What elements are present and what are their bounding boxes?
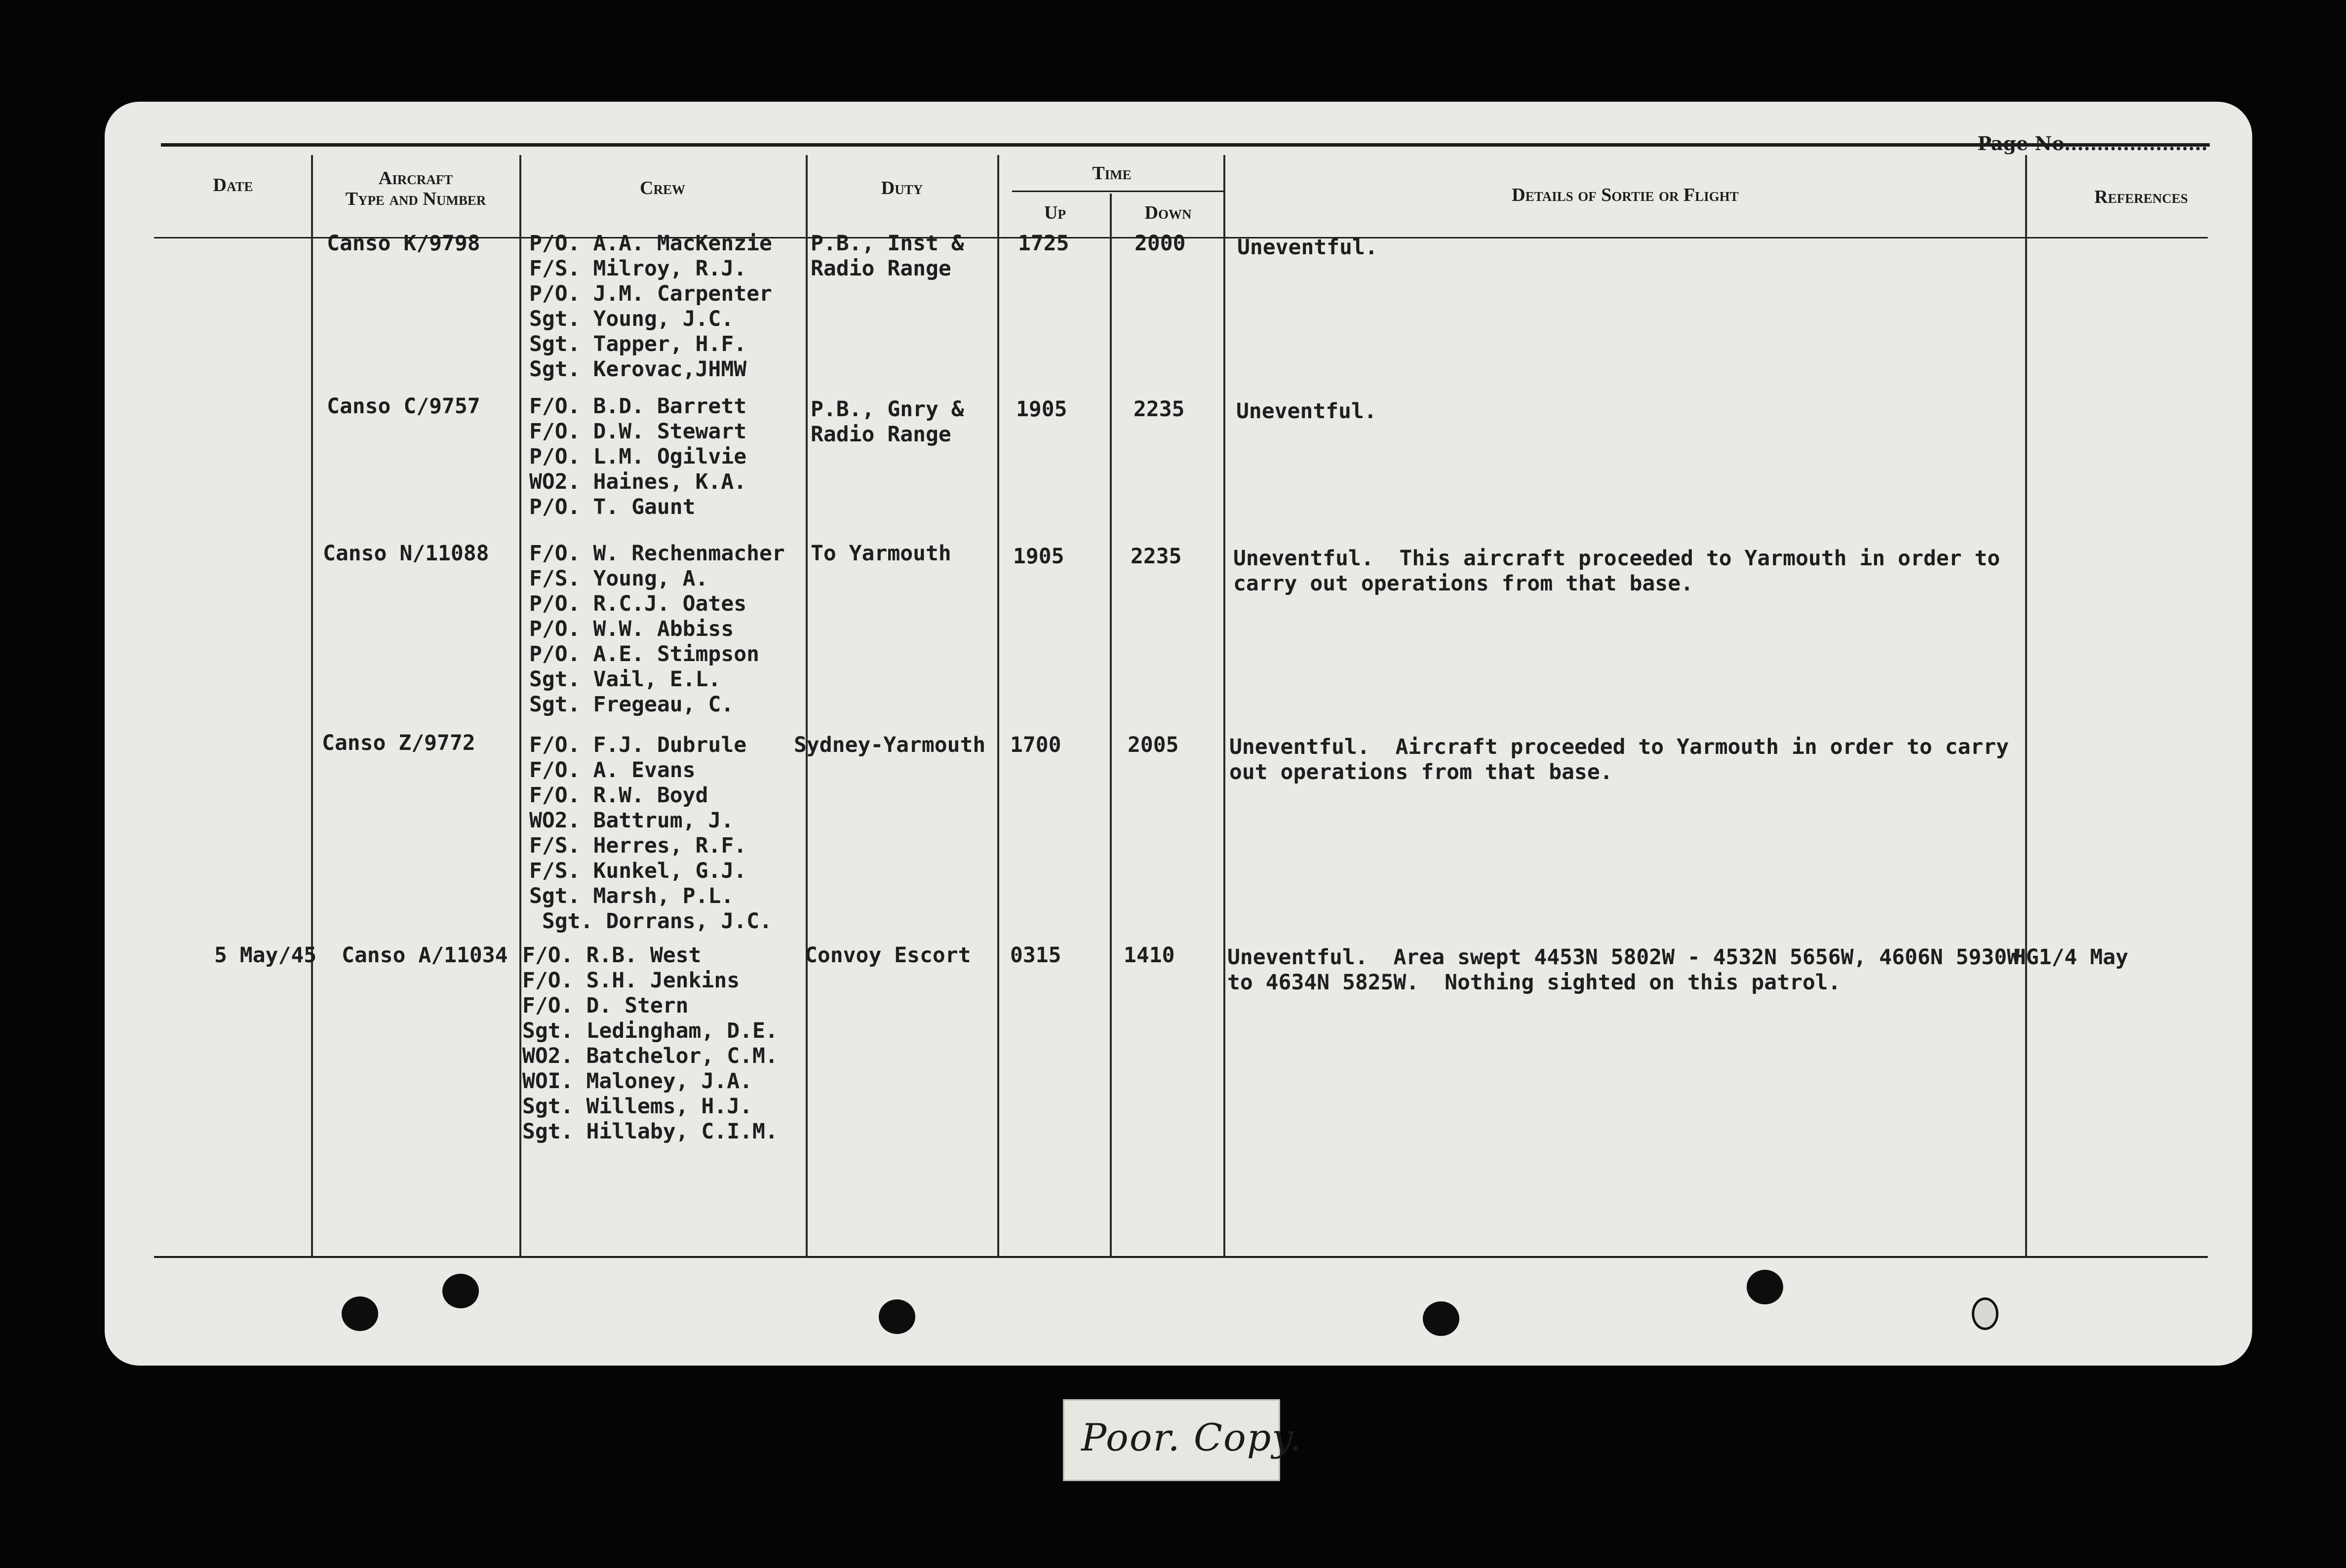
row1-details: Uneventful. <box>1237 235 1378 260</box>
punch-hole <box>442 1274 479 1308</box>
punch-hole <box>879 1299 915 1334</box>
header-aircraft-line2: Type and Number <box>345 189 486 209</box>
column-divider-details <box>2025 155 2027 1257</box>
row5-down: 1410 <box>1124 943 1175 968</box>
row3-crew: F/O. W. Rechenmacher F/S. Young, A. P/O. R.C.J. Oates P/O. W.W. Abbiss P/O. A.E. Stimpson Sgt. Vail, E.L. Sgt. Fregeau, C. <box>529 541 785 717</box>
column-divider-aircraft <box>519 155 521 1257</box>
header-crew: Crew <box>640 178 685 198</box>
column-divider-duty <box>997 155 999 1257</box>
row5-aircraft: Canso A/11034 <box>342 943 508 968</box>
column-divider-crew <box>806 155 808 1257</box>
row4-down: 2005 <box>1128 733 1179 757</box>
poor-copy-stamp <box>1063 1399 1302 1481</box>
header-time-down: Down <box>1144 202 1192 223</box>
header-aircraft-line1: Aircraft <box>378 168 453 189</box>
row4-crew: F/O. F.J. Dubrule F/O. A. Evans F/O. R.W. Boyd WO2. Battrum, J. F/S. Herres, R.F. F/S. Kunkel, G.J. Sgt. Marsh, P.L. Sgt. Dorrans, J.C. <box>529 733 772 934</box>
row3-aircraft: Canso N/11088 <box>323 541 489 566</box>
column-divider-time <box>1223 155 1225 1257</box>
row2-aircraft: Canso C/9757 <box>327 394 480 419</box>
punch-hole <box>1747 1270 1783 1304</box>
row3-down: 2235 <box>1131 544 1182 569</box>
bottom-rule <box>154 1256 2208 1258</box>
row5-date: 5 May/45 <box>214 943 317 968</box>
row5-references: HG1/4 May <box>2013 945 2128 970</box>
column-divider-up <box>1110 194 1112 1257</box>
top-rule <box>161 143 2210 147</box>
row5-up: 0315 <box>1010 943 1061 968</box>
row1-crew: P/O. A.A. MacKenzie F/S. Milroy, R.J. P/O. J.M. Carpenter Sgt. Young, J.C. Sgt. Tapper, H.F. Sgt. Kerovac,JHMW <box>529 231 772 382</box>
row1-duty: P.B., Inst & Radio Range <box>811 231 964 281</box>
punch-hole <box>342 1296 378 1331</box>
header-time-up: Up <box>1044 202 1066 223</box>
header-date: Date <box>213 175 253 196</box>
row1-aircraft: Canso K/9798 <box>327 231 480 256</box>
row2-crew: F/O. B.D. Barrett F/O. D.W. Stewart P/O. L.M. Ogilvie WO2. Haines, K.A. P/O. T. Gaunt <box>529 394 747 519</box>
row4-details: Uneventful. Aircraft proceeded to Yarmouth in order to carry out operations from that base. <box>1229 735 2009 784</box>
punch-hole <box>1423 1301 1459 1336</box>
row3-details: Uneventful. This aircraft proceeded to Yarmouth in order to carry out operations from that base. <box>1233 546 2000 596</box>
row2-details: Uneventful. <box>1236 399 1377 424</box>
header-duty: Duty <box>881 178 923 198</box>
poor-copy-stamp-text: Poor. Copy. <box>1081 1415 1302 1459</box>
header-details: Details of Sortie or Flight <box>1512 185 1739 205</box>
row5-crew: F/O. R.B. West F/O. S.H. Jenkins F/O. D. Stern Sgt. Ledingham, D.E. WO2. Batchelor, C.M. WOI. Maloney, J.A. Sgt. Willems, H.J. Sgt. Hillaby, C.I.M. <box>522 943 778 1144</box>
row1-up: 1725 <box>1018 231 1069 256</box>
column-divider-date <box>311 155 313 1257</box>
row5-duty: Convoy Escort <box>805 943 971 968</box>
row4-up: 1700 <box>1010 733 1061 757</box>
header-references: References <box>2094 187 2188 207</box>
header-time: Time <box>1092 163 1132 184</box>
row3-duty: To Yarmouth <box>811 541 951 566</box>
time-split-rule <box>1012 191 1225 192</box>
row1-down: 2000 <box>1134 231 1186 256</box>
record-card <box>105 102 2252 1366</box>
row2-down: 2235 <box>1134 397 1185 422</box>
row2-duty: P.B., Gnry & Radio Range <box>811 397 964 447</box>
row3-up: 1905 <box>1013 544 1064 569</box>
row4-duty: Sydney-Yarmouth <box>794 733 986 757</box>
row2-up: 1905 <box>1016 397 1067 422</box>
punch-hole <box>1972 1297 1998 1330</box>
row4-aircraft: Canso Z/9772 <box>322 731 475 755</box>
row5-details: Uneventful. Area swept 4453N 5802W - 4532N 5656W, 4606N 5930W to 4634N 5825W. Nothing sighted on this patrol. <box>1227 945 2020 995</box>
